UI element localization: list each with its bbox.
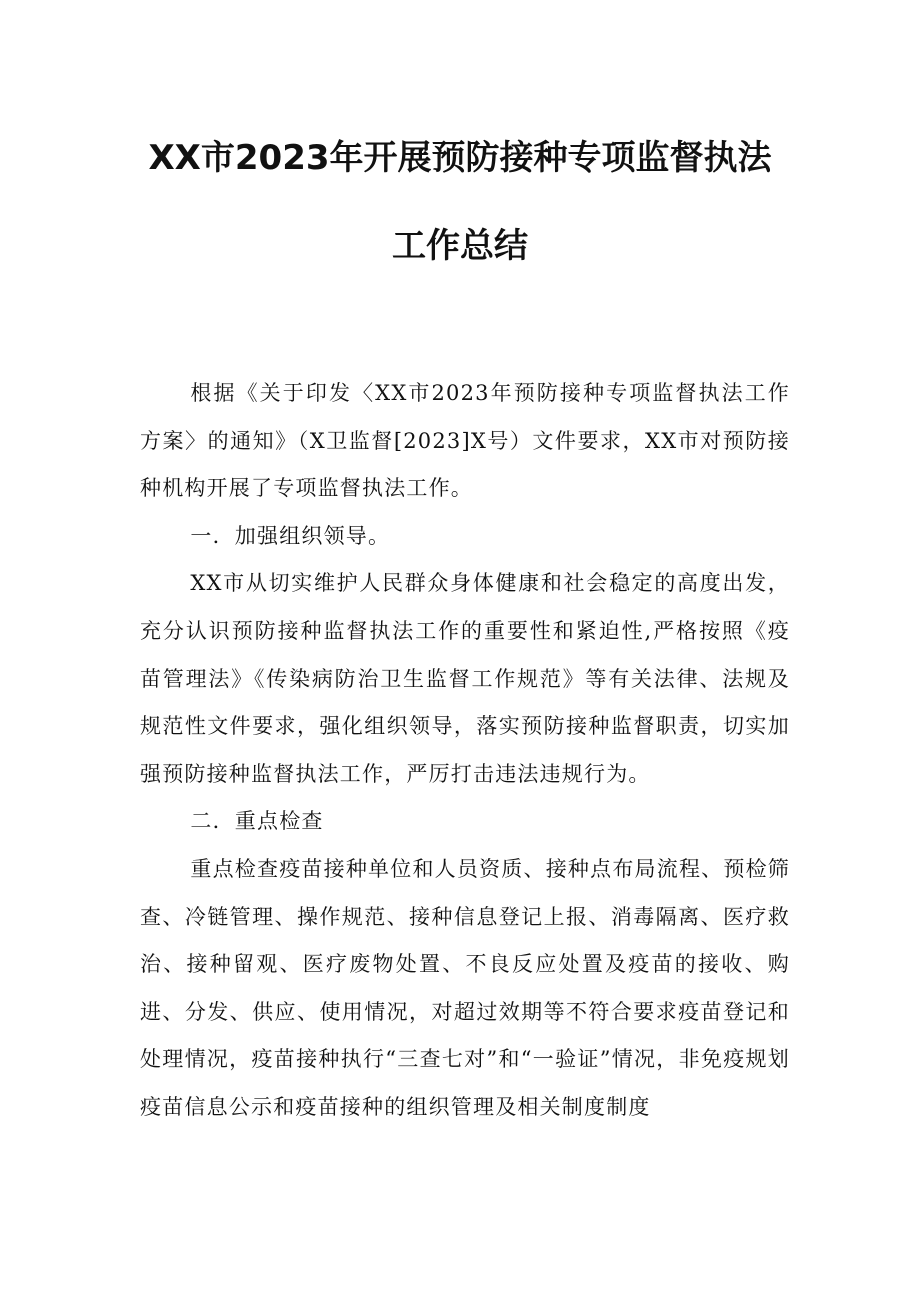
section-heading-1: 一．加强组织领导。: [190, 523, 391, 548]
document-title-line-1: XX市2023年开展预防接种专项监督执法: [148, 138, 772, 178]
document-title-line-2: 工作总结: [392, 226, 528, 266]
paragraph-section-1: XX市从切实维护人民群众身体健康和社会稳定的高度出发，充分认识预防接种监督执法工作的重要性和紧迫性,严格按照《疫苗管理法》《传染病防治卫生监督工作规范》等有关法律、法规及规范性文件要求，强化组织领导，落实预防接种监督职责，切实加强预防接种监督执法工作，严厉打击违法违规行为。: [140, 571, 790, 786]
section-heading-2: 二．重点检查: [190, 809, 324, 834]
paragraph-section-2: 重点检查疫苗接种单位和人员资质、接种点布局流程、预检筛查、冷链管理、操作规范、接种信息登记上报、消毒隔离、医疗救治、接种留观、医疗废物处置、不良反应处置及疫苗的接收、购进、分发、供应、使用情况，对超过效期等不符合要求疫苗登记和处理情况，疫苗接种执行“三查七对”和“一验证”情况，非免疫规划疫苗信息公示和疫苗接种的组织管理及相关制度制度: [140, 856, 790, 1119]
paragraph-intro: 根据《关于印发〈XX市2023年预防接种专项监督执法工作方案〉的通知》（X卫监督[2023]X号）文件要求，XX市对预防接种机构开展了专项监督执法工作。: [140, 381, 790, 501]
document-body: [140, 370, 790, 1132]
